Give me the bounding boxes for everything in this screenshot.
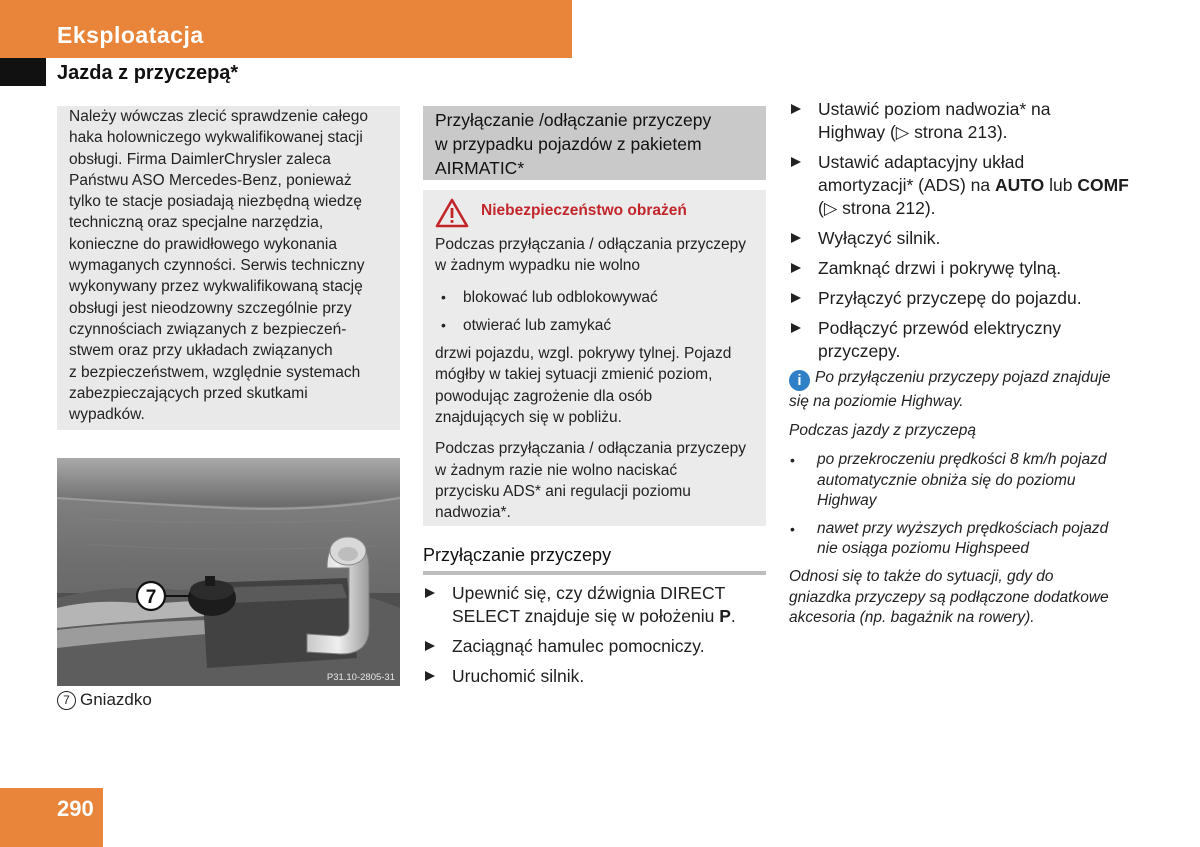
note-text [69, 106, 393, 425]
list-item: • blokować lub odblokowywać [435, 287, 757, 308]
arrow-bullet-icon [791, 263, 801, 273]
text-line: Odnosi się to także do sytuacji, gdy do [789, 568, 1054, 585]
text-line: SELECT znajduje się w położeniu [452, 606, 720, 626]
text-line: w żadnym wypadku nie wolno [435, 257, 641, 275]
list-item [789, 450, 1134, 512]
info-note [789, 367, 1134, 413]
gear-position: P [719, 606, 731, 626]
text-line: Ustawić poziom nadwozia* na [818, 99, 1051, 119]
note-line: z bezpieczeństwem, względnie systemach [69, 363, 361, 381]
step-item [789, 287, 1134, 310]
info-icon: i [789, 370, 810, 391]
text-line: Podczas przyłączania / odłączania przyczepy [435, 440, 747, 458]
note-line: wykonywany przez wykwalifikowaną stację [69, 278, 363, 296]
driving-note [789, 567, 1134, 629]
driving-list [789, 450, 1134, 567]
danger-paragraph [435, 438, 757, 523]
note-line: konieczne do prawidłowego wykonania [69, 235, 337, 253]
note-line: obsługi. Firma DaimlerChrysler zaleca [69, 150, 331, 168]
section-marker [0, 58, 46, 86]
text-line: automatycznie obniża się do poziomu [817, 471, 1076, 489]
section-title: Jazda z przyczepą* [57, 62, 239, 84]
note-line: stwem oraz przy układach związanych [69, 342, 333, 360]
note-line: tylko te stacje posiadają niezbędną wiedzę [69, 193, 362, 211]
divider [423, 571, 766, 575]
right-steps [789, 98, 1134, 370]
step-item [789, 227, 1134, 250]
step-item [789, 257, 1134, 280]
arrow-bullet-icon [791, 157, 801, 167]
text-line: nadwozia*. [435, 504, 511, 522]
arrow-bullet-icon [425, 671, 435, 681]
text-line: Zamknąć drzwi i pokrywę tylną. [818, 258, 1062, 278]
text-line: Upewnić się, czy dźwignia DIRECT [452, 583, 726, 603]
text-line: nie osiąga poziomu Highspeed [817, 540, 1029, 557]
text-line: Wyłączyć silnik. [818, 228, 941, 248]
danger-body [435, 234, 757, 534]
text-line: . [730, 606, 736, 626]
mode-label: COMF [1077, 175, 1129, 195]
note-line: Państwu ASO Mercedes-Benz, ponieważ [69, 171, 352, 189]
callout-number: 7 [145, 587, 157, 608]
figure-code: P31.10-2805-31 [326, 672, 395, 683]
airmatic-heading [435, 108, 760, 180]
text-line: przycisku ADS* ani regulacji poziomu [435, 482, 691, 500]
driving-title: Podczas jazdy z przyczepą [789, 422, 976, 439]
connect-subtitle: Przyłączanie przyczepy [423, 545, 612, 565]
text-line: akcesoria (np. bagażnik na rowery). [789, 609, 1035, 626]
page-number-box [0, 788, 103, 847]
text-line: powodując zagrożenie dla osób [435, 387, 653, 405]
note-line: zabezpieczających przed skutkami [69, 384, 308, 402]
page-number: 290 [57, 796, 94, 821]
arrow-bullet-icon [791, 233, 801, 243]
trailer-socket-photo [57, 458, 400, 686]
note-line: techniczną oraz specjalne narzędzia, [69, 214, 324, 232]
text-line: przyczepy. [818, 341, 901, 361]
connect-steps [423, 582, 766, 695]
text-line: Uruchomić silnik. [452, 666, 585, 686]
airmatic-heading-box [423, 106, 766, 180]
list-item: • otwierać lub zamykać [435, 315, 757, 336]
text-line: (▷ strona 212). [818, 198, 936, 218]
arrow-bullet-icon [791, 104, 801, 114]
text-line: gniazdka przyczepy są podłączone dodatkowe [789, 588, 1109, 606]
arrow-bullet-icon [791, 293, 801, 303]
text-line: Ustawić adaptacyjny układ [818, 152, 1025, 172]
arrow-bullet-icon [425, 588, 435, 598]
mode-label: AUTO [995, 175, 1045, 195]
text-line: Highway (▷ strona 213). [818, 122, 1008, 142]
text-line: amortyzacji* (ADS) na [818, 175, 995, 195]
arrow-bullet-icon [791, 323, 801, 333]
danger-list [435, 287, 757, 337]
danger-warning-box [423, 190, 766, 526]
airmatic-heading-line: AIRMATIC* [435, 158, 525, 178]
text-line: po przekroczeniu prędkości 8 km/h pojazd [817, 451, 1107, 468]
text-line: lub [1044, 175, 1078, 195]
text-line: Zaciągnąć hamulec pomocniczy. [452, 636, 705, 656]
header-bar [0, 0, 572, 58]
text-line: w żadnym razie nie wolno naciskać [435, 461, 678, 479]
danger-paragraph [435, 343, 757, 428]
note-line: obsługi jest nieodzowny szczególnie przy [69, 299, 352, 317]
step-item [423, 665, 766, 688]
caption-text: Gniazdko [80, 690, 152, 709]
text-line: Przyłączyć przyczepę do pojazdu. [818, 288, 1082, 308]
list-item [789, 519, 1134, 560]
step-item [789, 151, 1134, 220]
step-item [423, 635, 766, 658]
airmatic-heading-line: Przyłączanie /odłączanie przyczepy [435, 110, 712, 130]
text-line: nawet przy wyższych prędkościach pojazd [817, 519, 1109, 537]
step-item [423, 582, 766, 628]
text-line: się na poziomie Highway. [789, 393, 964, 410]
text-line: znajdujących się w pobliżu. [435, 409, 622, 427]
text-line: Podłączyć przewód elektryczny [818, 318, 1062, 338]
text-line: Po przyłączeniu przyczepy pojazd znajduje [815, 369, 1111, 386]
step-item [789, 317, 1134, 363]
caption-number: 7 [57, 691, 76, 710]
warning-triangle-icon [435, 198, 469, 228]
text-line: drzwi pojazdu, wzgl. pokrywy tylnej. Pojazd [435, 345, 732, 363]
note-line: czynnościach związanych z bezpieczeń- [69, 320, 347, 338]
note-line: wypadków. [69, 406, 145, 424]
danger-intro [435, 234, 757, 277]
text-line: Highway [817, 492, 877, 509]
text-line: Podczas przyłączania / odłączania przyczepy [435, 236, 747, 253]
danger-title: Niebezpieczeństwo obrażeń [481, 202, 687, 219]
step-item [789, 98, 1134, 144]
chapter-title: Eksploatacja [57, 22, 204, 48]
text-line: mógłby w takiej sytuacji zmienić poziom, [435, 366, 713, 384]
airmatic-heading-line: w przypadku pojazdów z pakietem [435, 134, 702, 154]
note-line: haka holowniczego wykwalifikowanej stacji [69, 129, 363, 147]
arrow-bullet-icon [425, 641, 435, 651]
note-line: Należy wówczas zlecić sprawdzenie całego [69, 108, 368, 125]
figure-caption [57, 690, 152, 710]
note-line: wymaganych czynności. Serwis techniczny [69, 257, 365, 275]
